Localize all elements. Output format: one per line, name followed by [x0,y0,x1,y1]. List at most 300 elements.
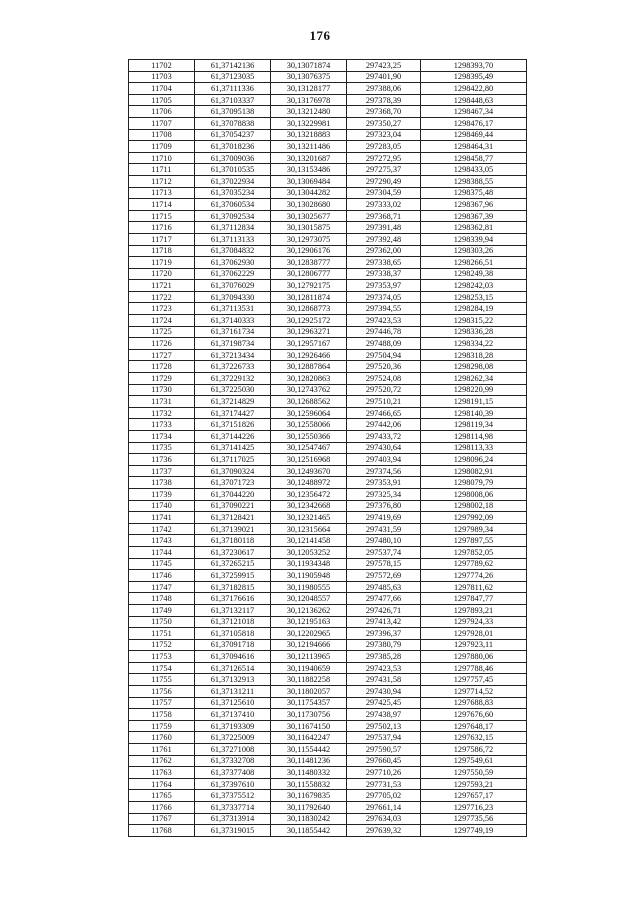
table-row [129,384,527,396]
latitude-cell: 61,37230617 [195,546,271,558]
longitude-cell: 30,11679835 [271,790,347,802]
longitude-cell: 30,13218883 [271,129,347,141]
table-row [129,141,527,153]
table-row [129,268,527,280]
y-coordinate-cell: 1297789,62 [421,558,527,570]
point-number-cell: 11734 [129,431,195,443]
table-row [129,407,527,419]
x-coordinate-cell: 297731,53 [347,778,421,790]
x-coordinate-cell: 297392,48 [347,233,421,245]
table-row [129,755,527,767]
point-number-cell: 11750 [129,616,195,628]
point-number-cell: 11714 [129,199,195,211]
longitude-cell: 30,12053252 [271,546,347,558]
y-coordinate-cell: 1297992,09 [421,512,527,524]
table-row [129,767,527,779]
table-row [129,442,527,454]
point-number-cell: 11747 [129,581,195,593]
x-coordinate-cell: 297578,15 [347,558,421,570]
latitude-cell: 61,37092534 [195,210,271,222]
point-number-cell: 11702 [129,60,195,72]
y-coordinate-cell: 1297852,05 [421,546,527,558]
y-coordinate-cell: 1297749,19 [421,825,527,837]
latitude-cell: 61,37225009 [195,732,271,744]
longitude-cell: 30,12356472 [271,488,347,500]
latitude-cell: 61,37094616 [195,651,271,663]
longitude-cell: 30,13028680 [271,199,347,211]
point-number-cell: 11737 [129,465,195,477]
table-row [129,651,527,663]
y-coordinate-cell: 1298315,22 [421,315,527,327]
latitude-cell: 61,37076029 [195,280,271,292]
table-row [129,570,527,582]
point-number-cell: 11719 [129,257,195,269]
latitude-cell: 61,37117025 [195,454,271,466]
latitude-cell: 61,37131211 [195,686,271,698]
latitude-cell: 61,37111336 [195,83,271,95]
point-number-cell: 11729 [129,373,195,385]
y-coordinate-cell: 1297586,72 [421,744,527,756]
latitude-cell: 61,37137410 [195,709,271,721]
point-number-cell: 11756 [129,686,195,698]
longitude-cell: 30,11905948 [271,570,347,582]
longitude-cell: 30,11882258 [271,674,347,686]
point-number-cell: 11745 [129,558,195,570]
y-coordinate-cell: 1297757,45 [421,674,527,686]
point-number-cell: 11742 [129,523,195,535]
table-row [129,616,527,628]
latitude-cell: 61,37271008 [195,744,271,756]
y-coordinate-cell: 1298262,34 [421,373,527,385]
latitude-cell: 61,37226733 [195,361,271,373]
latitude-cell: 61,37022934 [195,175,271,187]
point-number-cell: 11754 [129,662,195,674]
latitude-cell: 61,37009036 [195,152,271,164]
y-coordinate-cell: 1298253,15 [421,291,527,303]
y-coordinate-cell: 1298266,51 [421,257,527,269]
y-coordinate-cell: 1297688,83 [421,697,527,709]
point-number-cell: 11749 [129,604,195,616]
point-number-cell: 11757 [129,697,195,709]
table-row [129,431,527,443]
x-coordinate-cell: 297524,08 [347,373,421,385]
latitude-cell: 61,37144226 [195,431,271,443]
point-number-cell: 11758 [129,709,195,721]
table-row [129,488,527,500]
x-coordinate-cell: 297442,06 [347,419,421,431]
x-coordinate-cell: 297368,71 [347,210,421,222]
x-coordinate-cell: 297353,97 [347,280,421,292]
y-coordinate-cell: 1298303,26 [421,245,527,257]
latitude-cell: 61,37090324 [195,465,271,477]
y-coordinate-cell: 1298008,06 [421,488,527,500]
longitude-cell: 30,12806777 [271,268,347,280]
longitude-cell: 30,11480332 [271,767,347,779]
latitude-cell: 61,37132117 [195,604,271,616]
latitude-cell: 61,37229132 [195,373,271,385]
y-coordinate-cell: 1298140,39 [421,407,527,419]
x-coordinate-cell: 297283,05 [347,141,421,153]
latitude-cell: 61,37071723 [195,477,271,489]
latitude-cell: 61,37084832 [195,245,271,257]
x-coordinate-cell: 297338,65 [347,257,421,269]
longitude-cell: 30,11802057 [271,686,347,698]
y-coordinate-cell: 1297928,01 [421,628,527,640]
latitude-cell: 61,37103337 [195,94,271,106]
point-number-cell: 11710 [129,152,195,164]
y-coordinate-cell: 1298318,28 [421,349,527,361]
table-row [129,175,527,187]
x-coordinate-cell: 297480,10 [347,535,421,547]
table-row [129,83,527,95]
x-coordinate-cell: 297430,64 [347,442,421,454]
longitude-cell: 30,13153486 [271,164,347,176]
table-row [129,361,527,373]
point-number-cell: 11717 [129,233,195,245]
x-coordinate-cell: 297710,26 [347,767,421,779]
longitude-cell: 30,12342668 [271,500,347,512]
table-row [129,732,527,744]
longitude-cell: 30,12195163 [271,616,347,628]
x-coordinate-cell: 297466,65 [347,407,421,419]
latitude-cell: 61,37091718 [195,639,271,651]
table-row [129,825,527,837]
x-coordinate-cell: 297634,03 [347,813,421,825]
longitude-cell: 30,11481236 [271,755,347,767]
point-number-cell: 11746 [129,570,195,582]
table-row [129,790,527,802]
table-row [129,257,527,269]
x-coordinate-cell: 297423,53 [347,662,421,674]
y-coordinate-cell: 1298393,70 [421,60,527,72]
x-coordinate-cell: 297485,63 [347,581,421,593]
latitude-cell: 61,37126514 [195,662,271,674]
longitude-cell: 30,12550366 [271,431,347,443]
longitude-cell: 30,12321465 [271,512,347,524]
y-coordinate-cell: 1297923,11 [421,639,527,651]
point-number-cell: 11751 [129,628,195,640]
x-coordinate-cell: 297391,48 [347,222,421,234]
x-coordinate-cell: 297374,56 [347,465,421,477]
longitude-cell: 30,12315664 [271,523,347,535]
y-coordinate-cell: 1297897,55 [421,535,527,547]
latitude-cell: 61,37174427 [195,407,271,419]
table-row [129,222,527,234]
x-coordinate-cell: 297426,71 [347,604,421,616]
y-coordinate-cell: 1297676,60 [421,709,527,721]
x-coordinate-cell: 297572,69 [347,570,421,582]
latitude-cell: 61,37176616 [195,593,271,605]
x-coordinate-cell: 297401,90 [347,71,421,83]
longitude-cell: 30,12113965 [271,651,347,663]
latitude-cell: 61,37180118 [195,535,271,547]
latitude-cell: 61,37113531 [195,303,271,315]
table-row [129,60,527,72]
table-row [129,199,527,211]
x-coordinate-cell: 297388,06 [347,83,421,95]
longitude-cell: 30,12688562 [271,396,347,408]
longitude-cell: 30,12558066 [271,419,347,431]
x-coordinate-cell: 297477,66 [347,593,421,605]
point-number-cell: 11743 [129,535,195,547]
y-coordinate-cell: 1298298,08 [421,361,527,373]
table-row [129,802,527,814]
point-number-cell: 11712 [129,175,195,187]
latitude-cell: 61,37018236 [195,141,271,153]
y-coordinate-cell: 1297550,59 [421,767,527,779]
x-coordinate-cell: 297338,37 [347,268,421,280]
x-coordinate-cell: 297520,36 [347,361,421,373]
point-number-cell: 11723 [129,303,195,315]
point-number-cell: 11741 [129,512,195,524]
point-number-cell: 11709 [129,141,195,153]
page-number: 176 [309,28,331,43]
point-number-cell: 11744 [129,546,195,558]
point-number-cell: 11732 [129,407,195,419]
longitude-cell: 30,13212480 [271,106,347,118]
table-row [129,477,527,489]
y-coordinate-cell: 1298284,19 [421,303,527,315]
latitude-cell: 61,37125610 [195,697,271,709]
point-number-cell: 11713 [129,187,195,199]
latitude-cell: 61,37319015 [195,825,271,837]
y-coordinate-cell: 1298249,38 [421,268,527,280]
y-coordinate-cell: 1298395,49 [421,71,527,83]
longitude-cell: 30,12136262 [271,604,347,616]
longitude-cell: 30,12048557 [271,593,347,605]
x-coordinate-cell: 297374,05 [347,291,421,303]
y-coordinate-cell: 1297593,21 [421,778,527,790]
latitude-cell: 61,37337714 [195,802,271,814]
table-row [129,500,527,512]
point-number-cell: 11752 [129,639,195,651]
point-number-cell: 11761 [129,744,195,756]
latitude-cell: 61,37035234 [195,187,271,199]
table-row [129,581,527,593]
point-number-cell: 11722 [129,291,195,303]
y-coordinate-cell: 1298220,99 [421,384,527,396]
y-coordinate-cell: 1297893,21 [421,604,527,616]
table-row [129,396,527,408]
longitude-cell: 30,12488972 [271,477,347,489]
longitude-cell: 30,11940659 [271,662,347,674]
x-coordinate-cell: 297333,02 [347,199,421,211]
x-coordinate-cell: 297413,42 [347,616,421,628]
y-coordinate-cell: 1298388,55 [421,175,527,187]
point-number-cell: 11704 [129,83,195,95]
longitude-cell: 30,13128177 [271,83,347,95]
longitude-cell: 30,12194666 [271,639,347,651]
point-number-cell: 11755 [129,674,195,686]
table-row [129,117,527,129]
point-number-cell: 11706 [129,106,195,118]
point-number-cell: 11763 [129,767,195,779]
latitude-cell: 61,37265215 [195,558,271,570]
point-number-cell: 11718 [129,245,195,257]
y-coordinate-cell: 1298336,28 [421,326,527,338]
longitude-cell: 30,12957167 [271,338,347,350]
y-coordinate-cell: 1298469,44 [421,129,527,141]
table-row [129,315,527,327]
x-coordinate-cell: 297378,39 [347,94,421,106]
y-coordinate-cell: 1298476,17 [421,117,527,129]
table-row [129,686,527,698]
latitude-cell: 61,37225030 [195,384,271,396]
x-coordinate-cell: 297446,78 [347,326,421,338]
latitude-cell: 61,37054237 [195,129,271,141]
x-coordinate-cell: 297504,94 [347,349,421,361]
longitude-cell: 30,12743762 [271,384,347,396]
x-coordinate-cell: 297419,69 [347,512,421,524]
point-number-cell: 11721 [129,280,195,292]
table-row [129,245,527,257]
table-row [129,697,527,709]
table-row [129,523,527,535]
longitude-cell: 30,12973075 [271,233,347,245]
x-coordinate-cell: 297537,74 [347,546,421,558]
latitude-cell: 61,37140333 [195,315,271,327]
y-coordinate-cell: 1298242,03 [421,280,527,292]
longitude-cell: 30,12925172 [271,315,347,327]
x-coordinate-cell: 297403,94 [347,454,421,466]
x-coordinate-cell: 297394,55 [347,303,421,315]
latitude-cell: 61,37193309 [195,720,271,732]
point-number-cell: 11748 [129,593,195,605]
longitude-cell: 30,12547467 [271,442,347,454]
x-coordinate-cell: 297396,37 [347,628,421,640]
table-row [129,674,527,686]
point-number-cell: 11711 [129,164,195,176]
latitude-cell: 61,37123035 [195,71,271,83]
point-number-cell: 11767 [129,813,195,825]
table-row [129,338,527,350]
table-row [129,187,527,199]
latitude-cell: 61,37062229 [195,268,271,280]
y-coordinate-cell: 1298367,39 [421,210,527,222]
point-number-cell: 11716 [129,222,195,234]
y-coordinate-cell: 1297714,52 [421,686,527,698]
longitude-cell: 30,13044282 [271,187,347,199]
latitude-cell: 61,37313914 [195,813,271,825]
latitude-cell: 61,37010535 [195,164,271,176]
x-coordinate-cell: 297705,02 [347,790,421,802]
longitude-cell: 30,11674150 [271,720,347,732]
latitude-cell: 61,37142136 [195,60,271,72]
longitude-cell: 30,12838777 [271,257,347,269]
x-coordinate-cell: 297272,95 [347,152,421,164]
x-coordinate-cell: 297353,91 [347,477,421,489]
table-row [129,744,527,756]
latitude-cell: 61,37094330 [195,291,271,303]
y-coordinate-cell: 1297847,77 [421,593,527,605]
y-coordinate-cell: 1298433,05 [421,164,527,176]
y-coordinate-cell: 1298339,94 [421,233,527,245]
x-coordinate-cell: 297590,57 [347,744,421,756]
x-coordinate-cell: 297362,00 [347,245,421,257]
y-coordinate-cell: 1298113,33 [421,442,527,454]
point-number-cell: 11759 [129,720,195,732]
latitude-cell: 61,37132913 [195,674,271,686]
point-number-cell: 11728 [129,361,195,373]
table-row [129,558,527,570]
point-number-cell: 11762 [129,755,195,767]
longitude-cell: 30,13025677 [271,210,347,222]
latitude-cell: 61,37044220 [195,488,271,500]
y-coordinate-cell: 1297924,33 [421,616,527,628]
y-coordinate-cell: 1297989,34 [421,523,527,535]
latitude-cell: 61,37121018 [195,616,271,628]
latitude-cell: 61,37214829 [195,396,271,408]
table-row [129,709,527,721]
table-row [129,720,527,732]
x-coordinate-cell: 297430,94 [347,686,421,698]
table-row [129,604,527,616]
y-coordinate-cell: 1297880,06 [421,651,527,663]
table-row [129,628,527,640]
longitude-cell: 30,13211486 [271,141,347,153]
table-row [129,349,527,361]
x-coordinate-cell: 297304,59 [347,187,421,199]
latitude-cell: 61,37259915 [195,570,271,582]
y-coordinate-cell: 1298119,34 [421,419,527,431]
y-coordinate-cell: 1298002,18 [421,500,527,512]
y-coordinate-cell: 1297632,15 [421,732,527,744]
table-row [129,280,527,292]
longitude-cell: 30,11754357 [271,697,347,709]
table-row [129,535,527,547]
latitude-cell: 61,37112834 [195,222,271,234]
point-number-cell: 11738 [129,477,195,489]
longitude-cell: 30,12792175 [271,280,347,292]
y-coordinate-cell: 1298467,34 [421,106,527,118]
latitude-cell: 61,37161734 [195,326,271,338]
latitude-cell: 61,37141425 [195,442,271,454]
point-number-cell: 11707 [129,117,195,129]
y-coordinate-cell: 1297811,62 [421,581,527,593]
y-coordinate-cell: 1298458,77 [421,152,527,164]
longitude-cell: 30,12141458 [271,535,347,547]
x-coordinate-cell: 297376,80 [347,500,421,512]
point-number-cell: 11739 [129,488,195,500]
coordinates-table [128,59,527,837]
x-coordinate-cell: 297433,72 [347,431,421,443]
y-coordinate-cell: 1298362,81 [421,222,527,234]
longitude-cell: 30,11855442 [271,825,347,837]
point-number-cell: 11725 [129,326,195,338]
x-coordinate-cell: 297502,13 [347,720,421,732]
x-coordinate-cell: 297385,28 [347,651,421,663]
x-coordinate-cell: 297438,97 [347,709,421,721]
point-number-cell: 11736 [129,454,195,466]
longitude-cell: 30,12887864 [271,361,347,373]
longitude-cell: 30,12493670 [271,465,347,477]
point-number-cell: 11766 [129,802,195,814]
y-coordinate-cell: 1298464,31 [421,141,527,153]
table-row [129,593,527,605]
longitude-cell: 30,11642247 [271,732,347,744]
point-number-cell: 11720 [129,268,195,280]
point-number-cell: 11726 [129,338,195,350]
x-coordinate-cell: 297275,37 [347,164,421,176]
longitude-cell: 30,12202965 [271,628,347,640]
longitude-cell: 30,13015875 [271,222,347,234]
table-row [129,291,527,303]
y-coordinate-cell: 1297648,17 [421,720,527,732]
latitude-cell: 61,37105818 [195,628,271,640]
y-coordinate-cell: 1298448,63 [421,94,527,106]
y-coordinate-cell: 1297716,23 [421,802,527,814]
latitude-cell: 61,37397610 [195,778,271,790]
